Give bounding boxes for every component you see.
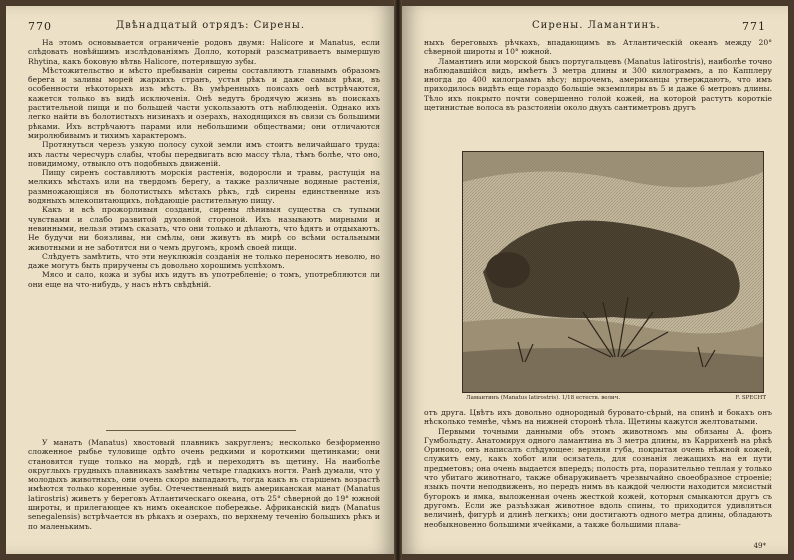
- right-bottom-text: [424, 408, 772, 529]
- paragraph: Мѣстожительство и мѣсто пребыванія сирены составляютъ главнымъ образомъ берега и заливы морей жаркихъ странъ, устья рѣкъ и даже самыя рѣки, въ особенности нѣкоторыхъ изъ мѣстъ. Въ умѣренныхъ поясахъ онѣ встрѣчаются, кажется только въ видѣ исключенія. Онѣ ведутъ бродячую жизнь въ поискахъ растительной пищи и по большей части ускользаютъ отъ наблюденія. Однако ихъ легко найти въ болотистыхъ низинахъ и озерахъ, находящихся въ связи съ большими рѣками. Ихъ встрѣчаютъ парами или небольшими обществами; они отличаются миролюбивымъ и тихимъ характеромъ.: [28, 65, 380, 140]
- paragraph: Слѣдуетъ замѣтить, что эти неуклюжія созданія не только переносятъ неволю, но даже могутъ быть приручены съ довольно хорошимъ успѣхомъ.: [28, 251, 380, 271]
- book-gutter: [394, 0, 402, 560]
- engraving: [463, 152, 763, 392]
- caption-text: Ламантинъ (Manatus latirostris). 1/18 естеств. велич.: [466, 395, 621, 401]
- signature-mark: 49*: [753, 542, 766, 550]
- paragraph: Мясо и сало, кожа и зубы ихъ идутъ въ употребленіе; о томъ, употребляются ли они еще на что-нибудь, у насъ нѣтъ свѣдѣній.: [28, 270, 380, 289]
- section-divider: [106, 430, 296, 431]
- paragraph: ныхъ береговыхъ рѣчкахъ, впадающимъ въ Атлантическій океанъ между 20° сѣверной широты и 10° южной.: [424, 38, 772, 57]
- paragraph: Какъ и всѣ прожорливыя созданія, сирены лѣнивыя существа съ тупыми чувствами и слабо развитой духовной стороной. Ихъ называютъ мирными и невинными, нельзя этимъ сказать, что они только и дѣлаютъ, что ѣдятъ и отдыхаютъ. Не будучи ни боязливы, ни смѣлы, они живутъ въ мирѣ со всѣми остальными животными и не заботятся ни о чемъ другомъ, кромѣ своей пищи.: [28, 205, 380, 252]
- paragraph: Ламантинъ или морской быкъ португальцевъ (Manatus latirostris), наиболѣе точно наблюдавшійся видъ, имѣетъ 3 метра длины и 300 килограммъ, а по Капплеру иногда до 400 килограммъ вѣсу; впрочемъ, американцы утверждаютъ, что имъ приходилось видѣть еще гораздо большіе экземпляры въ 5 и даже 6 метровъ длины. Тѣло ихъ покрыто почти совершенно голой кожей, на которой растутъ короткіе щетинистые волоса въ разстояніи около двухъ сантиметровъ другъ: [424, 56, 772, 113]
- paragraph: Протянуться черезъ узкую полосу сухой земли имъ стоитъ величайшаго труда: ихъ ласты чересчуръ слабы, чтобы передвигать всю массу тѣла, тѣмъ болѣе, что оно, повидимому, отвыкло отъ подобныхъ движеній.: [28, 140, 380, 168]
- left-page: [6, 6, 394, 554]
- engraver-signature: F. SPECHT: [735, 395, 766, 401]
- paragraph: отъ друга. Цвѣтъ ихъ довольно однородный буровато-сѣрый, на спинѣ и бокахъ онъ нѣсколько темнѣе, чѣмъ на нижней сторонѣ тѣла. Щетины кажутся желтоватыми.: [424, 408, 772, 427]
- right-running-head: Сирены. Ламантинъ.: [532, 20, 661, 31]
- left-main-text: [28, 38, 380, 289]
- left-running-head: Двѣнадцатый отрядъ: Сирены.: [116, 20, 306, 31]
- manatee-illustration: [462, 151, 764, 393]
- paragraph: На этомъ основывается ограниченіе родовъ двумя: Halicore и Manatus, если слѣдовать новѣйшимъ изслѣдованіямъ Долло, который разсматриваетъ вымершую Rhytina, какъ боковую вѣтвь Halicore, потерявшую зубы.: [28, 38, 380, 66]
- figure-caption: [466, 395, 766, 401]
- right-page-number: 771: [742, 20, 766, 33]
- right-top-text: [424, 38, 772, 112]
- paragraph: Пищу сиренъ составляютъ морскія растенія, водоросли и травы, растущія на мелкихъ мѣстахъ или на твердомъ берегу, а также различные водяные растенія, размножающіяся въ болотистыхъ мѣстахъ рѣкъ, гдѣ сирены единственные изъ водяныхъ млекопитающихъ, поѣдающіе растительную пищу.: [28, 168, 380, 206]
- paragraph: У манатъ (Manatus) хвостовый плавникъ закругленъ; несколько безформенно сложенное рыбье туловище одѣто очень редкими и короткими щетинками; они становятся гуще только на мордѣ, гдѣ и переходятъ въ щетину. На наиболѣе округлыхъ грудныхъ плавникахъ замѣтны четыре гладкихъ ногтя. Ранѣ думали, что у молодыхъ животныхъ, они очень скоро выпадаютъ, тогда какъ въ старшемъ возрастѣ имѣются только коренные зубы. Отечественный видъ американская манат (Manatus latirostris) живетъ у береговъ Атлантическаго океана, отъ 25° сѣверной до 19° южной широты, и прилегающее къ нимъ океанское побережье. Африканскій видъ (Manatus senegalensis) встрѣчается въ рѣкахъ и озерахъ, по верхнему теченію большихъ рѣкъ и по маленькимъ.: [28, 438, 380, 531]
- left-page-number: 770: [28, 20, 52, 33]
- right-page: [402, 6, 788, 554]
- paragraph: Первыми точными данными объ этомъ животномъ мы обязаны А. фонъ Гумбольдту. Анатомируя одного ламантина въ 3 метра длины, въ Каррихенѣ на рѣкѣ Ориноко, онъ написалъ слѣдующее: верхняя губа, покрытая очень нѣжной кожей, служитъ ему, какъ хобот или осязатель, для сознанія лежащихъ на ея пути предметовъ; она очень выдается впередъ; полость рта, поразительно теплая у только что убитаго животнаго, также обнаруживаетъ чрезвычайно своеобразное строеніе; языкъ почти неподвиженъ, но передъ нимъ въ каждой челюсти находится мясистый бугорокъ и ямка, выложенная очень жесткой кожей, которыя смыкаются другъ съ другомъ. Если же разъѣзжая животное вдоль спины, то приходится удивляться величинѣ, фигурѣ и длинѣ легкихъ; они достигаютъ одного метра длины, обладаютъ необыкновенно большими ячейками, а также большими плава-: [424, 426, 772, 529]
- left-bottom-text: [28, 438, 380, 531]
